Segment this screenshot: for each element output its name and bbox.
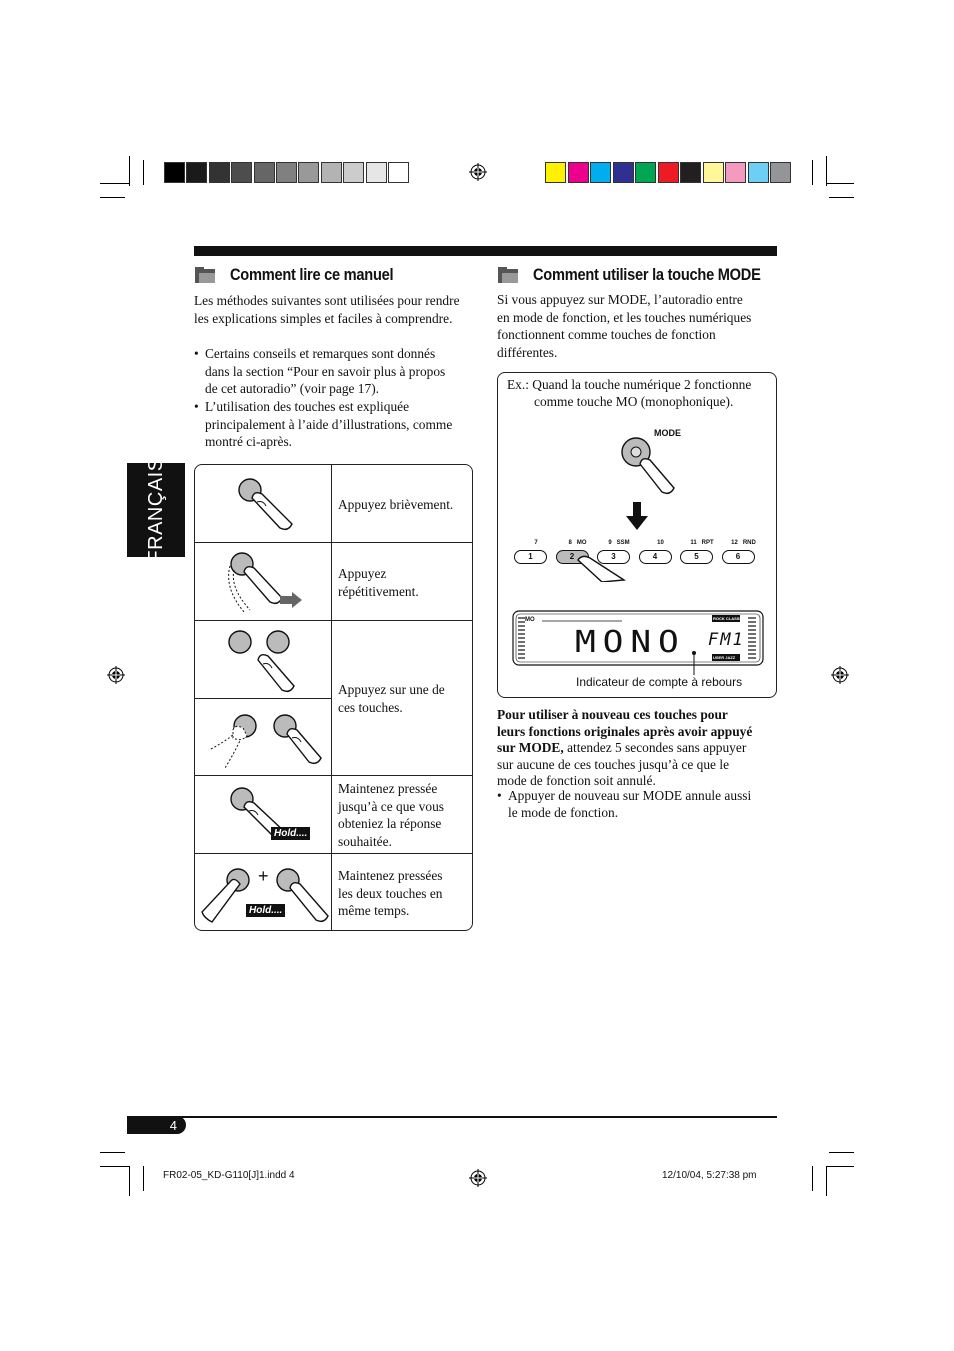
left-intro: Les méthodes suivantes sont utilisées pour rendre les explications simples et faciles à comprendre. — [194, 293, 460, 326]
color-swatch — [613, 162, 634, 183]
reuse-bullet: • Appuyer de nouveau sur MODE annule aussi le mode de fonction. — [497, 788, 752, 820]
lcd-eq-bottom: USER JAZZ — [713, 655, 736, 660]
table-divider — [195, 853, 473, 854]
crop-mark — [812, 160, 813, 185]
color-swatch — [658, 162, 679, 183]
crop-mark — [129, 156, 130, 186]
gray-swatch — [366, 162, 387, 183]
section-title-mode-button: Comment utiliser la touche MODE — [533, 265, 761, 284]
color-swatch — [725, 162, 746, 183]
table-divider — [195, 698, 332, 699]
key-function-label: 9 SSM — [608, 540, 630, 546]
callout-line — [690, 650, 702, 676]
registration-mark-icon — [107, 666, 125, 684]
hold-badge: Hold.... — [271, 827, 310, 840]
key-function-label: 11 RPT — [690, 540, 714, 546]
lcd-band-text: FM1 — [708, 630, 745, 650]
press-one-of-icon — [222, 626, 322, 696]
section-title-how-to-read: Comment lire ce manuel — [230, 265, 394, 284]
page-number: 4 — [127, 1116, 186, 1134]
color-swatch — [770, 162, 791, 183]
left-bullet: • L’utilisation des touches est expliquée principalement à l’aide d’illustrations, comme montré ci-après. — [194, 399, 453, 450]
registration-mark-icon — [831, 666, 849, 684]
example-caption: Ex.: Quand la touche numérique 2 fonctionne comme touche MO (monophonique). — [507, 377, 752, 409]
gray-swatch — [321, 162, 342, 183]
left-bullet: • Certains conseils et remarques sont donnés dans la section “Pour en savoir plus à propos de cet autoradio” (voir page 17). — [194, 346, 446, 397]
registration-mark-icon — [469, 1169, 487, 1187]
table-divider — [195, 542, 473, 543]
crop-mark — [829, 197, 854, 198]
table-divider — [195, 775, 473, 776]
gray-swatch — [388, 162, 409, 183]
number-keys — [512, 540, 762, 570]
press-one-of-alt-icon — [205, 702, 325, 772]
crop-mark — [826, 1166, 854, 1167]
press-briefly-icon — [230, 472, 310, 536]
plus-sign: + — [258, 866, 269, 886]
crop-mark — [826, 156, 827, 186]
color-swatch — [680, 162, 701, 183]
finger-on-key-icon — [572, 552, 632, 582]
registration-mark-icon — [469, 163, 487, 181]
crop-mark — [100, 197, 125, 198]
lcd-eq-top: ROCK CLASSIC — [713, 616, 744, 621]
number-key-2[interactable]: 2 — [556, 550, 589, 564]
reuse-paragraph: Pour utiliser à nouveau ces touches pour leurs fonctions originales après avoir appuyé sur MODE, attendez 5 secondes sans appuyer sur aucune de ces touches jusqu’à ce que le mode de fonction soit annulé. — [497, 707, 753, 788]
down-arrow-icon — [626, 502, 648, 530]
crop-mark — [829, 1152, 854, 1153]
header-rule — [194, 246, 777, 256]
footer-timestamp: 12/10/04, 5:27:38 pm — [662, 1170, 757, 1181]
section-folder-icon — [195, 267, 215, 283]
number-key-1[interactable]: 1 — [514, 550, 547, 564]
gray-swatch — [254, 162, 275, 183]
mode-button-label: MODE — [654, 428, 681, 438]
gray-swatch — [164, 162, 185, 183]
color-swatch — [590, 162, 611, 183]
crop-mark — [143, 1166, 144, 1191]
language-tab — [127, 457, 185, 563]
number-key-4[interactable]: 4 — [639, 550, 672, 564]
gray-swatch — [298, 162, 319, 183]
number-key-3[interactable]: 3 — [597, 550, 630, 564]
row-label: Maintenez pressée jusqu’à ce que vous obteniez la réponse souhaitée. — [338, 781, 444, 849]
row-label: Appuyez brièvement. — [338, 497, 454, 512]
row-label: Maintenez pressées les deux touches en même temps. — [338, 868, 443, 919]
crop-mark — [143, 160, 144, 185]
key-function-label: 8 MO — [568, 540, 587, 546]
color-swatch — [635, 162, 656, 183]
number-key-5[interactable]: 5 — [680, 550, 713, 564]
row-label: Appuyez répétitivement. — [338, 566, 419, 599]
key-function-label: 10 — [657, 540, 664, 546]
section-folder-icon — [498, 267, 518, 283]
gray-swatch — [231, 162, 252, 183]
color-swatch — [568, 162, 589, 183]
gray-swatch — [186, 162, 207, 183]
crop-mark — [826, 1166, 827, 1196]
number-key-6[interactable]: 6 — [722, 550, 755, 564]
key-function-label: 7 — [534, 540, 538, 546]
crop-mark — [826, 183, 854, 184]
right-intro: Si vous appuyez sur MODE, l’autoradio entre en mode de fonction, et les touches numériques fonctionnent comme touches de fonction différentes. — [497, 292, 752, 360]
lcd-mo-indicator: MO — [525, 617, 535, 623]
crop-mark — [100, 1166, 130, 1167]
hold-badge: Hold.... — [246, 904, 285, 917]
key-function-label: 12 RND — [731, 540, 756, 546]
gray-swatch — [209, 162, 230, 183]
countdown-caption: Indicateur de compte à rebours — [576, 675, 743, 689]
mode-button-press-icon — [618, 430, 698, 496]
crop-mark — [812, 1166, 813, 1191]
footer-filename: FR02-05_KD-G110[J]1.indd 4 — [163, 1170, 295, 1181]
color-swatch — [748, 162, 769, 183]
gray-swatch — [276, 162, 297, 183]
color-swatch — [545, 162, 566, 183]
footer-rule — [127, 1116, 777, 1118]
crop-mark — [100, 183, 130, 184]
gray-swatch — [343, 162, 364, 183]
crop-mark — [100, 1152, 125, 1153]
color-swatch — [703, 162, 724, 183]
language-tab-label: FRANÇAIS — [144, 457, 167, 563]
press-repeatedly-icon — [220, 548, 310, 614]
row-label: Appuyez sur une de ces touches. — [338, 682, 445, 715]
crop-mark — [129, 1166, 130, 1196]
lcd-main-text: MONO — [575, 625, 686, 660]
table-divider — [195, 620, 473, 621]
